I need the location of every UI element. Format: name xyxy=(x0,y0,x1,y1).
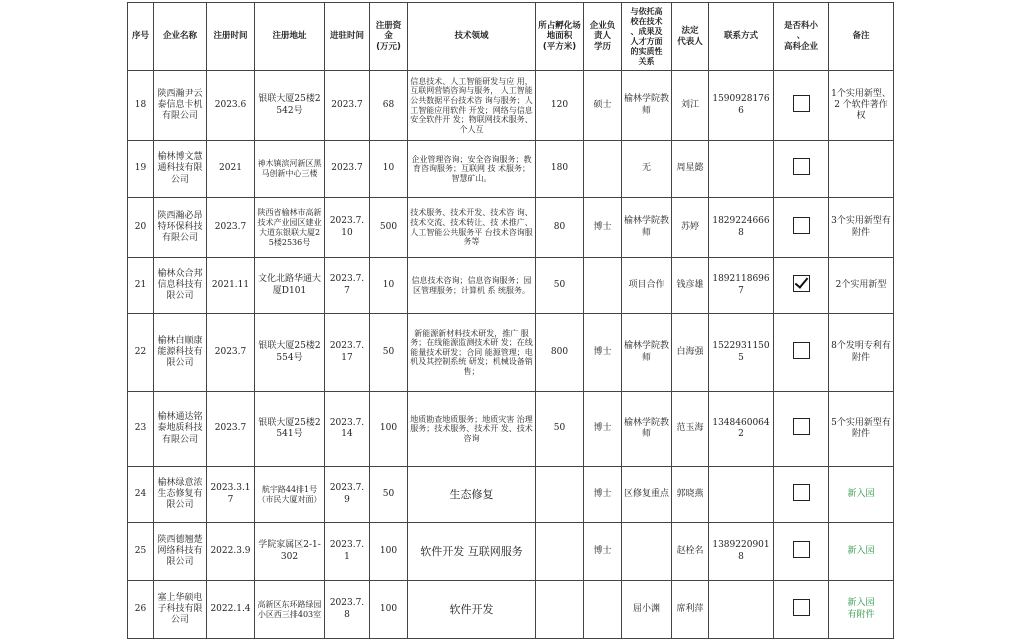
checked-checkbox-icon[interactable] xyxy=(793,275,810,292)
university-relation: 榆林学院教师 xyxy=(622,392,672,467)
row-number: 23 xyxy=(128,392,154,467)
remark: 2个实用新型 xyxy=(829,258,894,314)
company-name: 榆林博文慧通科技有限公司 xyxy=(154,141,207,198)
registration-address: 文化北路华通大厦D101 xyxy=(255,258,325,314)
checkbox-icon[interactable] xyxy=(793,95,810,112)
col-header-legal: 法定 代表人 xyxy=(672,3,709,71)
row-number: 18 xyxy=(128,71,154,141)
university-relation: 区修复重点 xyxy=(622,467,672,523)
incubator-area: 50 xyxy=(536,258,584,314)
contact-phone: 18292246668 xyxy=(709,198,774,258)
company-name: 榆林通达铭泰地质科技有限公司 xyxy=(154,392,207,467)
university-relation: 榆林学院教师 xyxy=(622,71,672,141)
checkbox-icon[interactable] xyxy=(793,342,810,359)
table-row xyxy=(128,467,894,523)
entry-time: 2023.7.17 xyxy=(325,314,370,392)
row-number: 20 xyxy=(128,198,154,258)
checkbox-icon[interactable] xyxy=(793,599,810,616)
legal-representative: 赵栓名 xyxy=(672,523,709,581)
tech-field: 软件开发 互联网服务 xyxy=(408,523,536,581)
entry-time: 2023.7.7 xyxy=(325,258,370,314)
remark: 新入园 xyxy=(829,523,894,581)
remark: 8个发明专利有附件 xyxy=(829,314,894,392)
table-row xyxy=(128,258,894,314)
col-header-area: 所占孵化场 地面积 (平方米) xyxy=(536,3,584,71)
registered-capital: 100 xyxy=(370,523,408,581)
entry-time: 2023.7.9 xyxy=(325,467,370,523)
small-tech-checkbox xyxy=(774,314,829,392)
col-header-reg-time: 注册时间 xyxy=(207,3,255,71)
contact-phone xyxy=(709,141,774,198)
tech-field: 信息技术咨询；信息咨询服务；园区管理服务；计算机 系 统服务。 xyxy=(408,258,536,314)
leader-education xyxy=(584,258,622,314)
leader-education xyxy=(584,141,622,198)
col-header-small-tech: 是否科小 、 高科企业 xyxy=(774,3,829,71)
entry-time: 2023.7 xyxy=(325,71,370,141)
company-name: 陕西瀚尹云泰信息卡机有限公司 xyxy=(154,71,207,141)
small-tech-checkbox xyxy=(774,523,829,581)
col-header-name: 企业名称 xyxy=(154,3,207,71)
legal-representative: 钱彦雄 xyxy=(672,258,709,314)
remark: 3个实用新型有附件 xyxy=(829,198,894,258)
incubator-area xyxy=(536,467,584,523)
table-row xyxy=(128,141,894,198)
contact-phone: 15229311505 xyxy=(709,314,774,392)
row-number: 24 xyxy=(128,467,154,523)
small-tech-checkbox xyxy=(774,581,829,639)
small-tech-checkbox xyxy=(774,258,829,314)
row-number: 19 xyxy=(128,141,154,198)
checkbox-icon[interactable] xyxy=(793,541,810,558)
company-name: 榆林绿意浓生态修复有限公司 xyxy=(154,467,207,523)
col-header-capital: 注册资金 (万元) xyxy=(370,3,408,71)
registration-time: 2022.1.4 xyxy=(207,581,255,639)
university-relation: 无 xyxy=(622,141,672,198)
small-tech-checkbox xyxy=(774,141,829,198)
leader-education: 博士 xyxy=(584,392,622,467)
checkbox-icon[interactable] xyxy=(793,158,810,175)
enterprise-table xyxy=(127,2,894,639)
registered-capital: 100 xyxy=(370,392,408,467)
registered-capital: 50 xyxy=(370,467,408,523)
registration-address: 陕西省榆林市高新技术产业园区建业大道东银联大厦25楼2536号 xyxy=(255,198,325,258)
registration-address: 银联大厦25楼2554号 xyxy=(255,314,325,392)
company-name: 塞上华硕电子科技有限公司 xyxy=(154,581,207,639)
tech-field: 生态修复 xyxy=(408,467,536,523)
registration-address: 银联大厦25楼2541号 xyxy=(255,392,325,467)
table-row xyxy=(128,314,894,392)
registration-time: 2021 xyxy=(207,141,255,198)
registration-time: 2022.3.9 xyxy=(207,523,255,581)
col-header-no: 序号 xyxy=(128,3,154,71)
col-header-relation: 与依托高 校在技术 、成果及 人才方面 的实质性 关系 xyxy=(622,3,672,71)
company-name: 陕西瀚必昂特环保科技有限公司 xyxy=(154,198,207,258)
incubator-area: 120 xyxy=(536,71,584,141)
registration-address: 神木镇滨河新区黑马创新中心三楼 xyxy=(255,141,325,198)
row-number: 26 xyxy=(128,581,154,639)
col-header-entry-time: 进驻时间 xyxy=(325,3,370,71)
legal-representative: 周星懿 xyxy=(672,141,709,198)
registered-capital: 50 xyxy=(370,314,408,392)
small-tech-checkbox xyxy=(774,467,829,523)
registration-address: 高新区东环路绿园小区西三排403室 xyxy=(255,581,325,639)
remark: 新入园 有附件 xyxy=(829,581,894,639)
entry-time: 2023.7.8 xyxy=(325,581,370,639)
remark xyxy=(829,141,894,198)
row-number: 25 xyxy=(128,523,154,581)
remark: 5个实用新型有附件 xyxy=(829,392,894,467)
row-number: 22 xyxy=(128,314,154,392)
legal-representative: 席利萍 xyxy=(672,581,709,639)
contact-phone: 15909281766 xyxy=(709,71,774,141)
contact-phone xyxy=(709,581,774,639)
university-relation: 屈小渊 xyxy=(622,581,672,639)
leader-education: 博士 xyxy=(584,198,622,258)
entry-time: 2023.7 xyxy=(325,141,370,198)
registration-time: 2023.7 xyxy=(207,198,255,258)
checkbox-icon[interactable] xyxy=(793,418,810,435)
registration-time: 2023.7 xyxy=(207,392,255,467)
university-relation: 榆林学院教师 xyxy=(622,314,672,392)
company-name: 榆林白顺康能源科技有限公司 xyxy=(154,314,207,392)
col-header-edu: 企业负 责人 学历 xyxy=(584,3,622,71)
incubator-area: 800 xyxy=(536,314,584,392)
registered-capital: 500 xyxy=(370,198,408,258)
leader-education: 博士 xyxy=(584,467,622,523)
table-row xyxy=(128,392,894,467)
registered-capital: 10 xyxy=(370,141,408,198)
row-number: 21 xyxy=(128,258,154,314)
incubator-area xyxy=(536,523,584,581)
contact-phone: 18921186967 xyxy=(709,258,774,314)
legal-representative: 范玉海 xyxy=(672,392,709,467)
university-relation: 榆林学院教师 xyxy=(622,198,672,258)
entry-time: 2023.7.1 xyxy=(325,523,370,581)
checkbox-icon[interactable] xyxy=(793,217,810,234)
contact-phone xyxy=(709,467,774,523)
table-row xyxy=(128,581,894,639)
table-row xyxy=(128,71,894,141)
header-row xyxy=(128,3,894,71)
col-header-reg-addr: 注册地址 xyxy=(255,3,325,71)
university-relation: 项目合作 xyxy=(622,258,672,314)
tech-field: 技术服务、技术开发、技术咨 询、技术交流、技术转让、技 术推广、人工智能公共服务平 台技术咨询服务等 xyxy=(408,198,536,258)
leader-education: 博士 xyxy=(584,523,622,581)
tech-field: 地质勘查地质服务；地质灾害 治理服务；技术服务、技术开 发、技术咨询 xyxy=(408,392,536,467)
registration-address: 航宇路44排1号（市民大厦对面） xyxy=(255,467,325,523)
contact-phone: 13484600642 xyxy=(709,392,774,467)
checkbox-icon[interactable] xyxy=(793,484,810,501)
tech-field: 信息技术、人工智能研发与应 用，互联网营销咨询与服务， 人工智能公共数据平台技术咨 询与服务；人工智能应用软件 开发；网络与信息安全软件开 发；物联网技术服务、个人互 xyxy=(408,71,536,141)
company-name: 陕西德翘楚网络科技有限公司 xyxy=(154,523,207,581)
legal-representative: 刘江 xyxy=(672,71,709,141)
university-relation xyxy=(622,523,672,581)
registration-time: 2023.6 xyxy=(207,71,255,141)
registered-capital: 10 xyxy=(370,258,408,314)
registered-capital: 68 xyxy=(370,71,408,141)
contact-phone: 13892209018 xyxy=(709,523,774,581)
registration-address: 学院家属区2-1-302 xyxy=(255,523,325,581)
small-tech-checkbox xyxy=(774,71,829,141)
entry-time: 2023.7.10 xyxy=(325,198,370,258)
incubator-area: 50 xyxy=(536,392,584,467)
tech-field: 新能源新材料技术研发，推广 服务；在线能源监测技术研 发；在线能量技术研发；合同 能源管理；电机及其控制系统 研发；机械设备销售； xyxy=(408,314,536,392)
registration-time: 2023.3.17 xyxy=(207,467,255,523)
table-row xyxy=(128,198,894,258)
registration-time: 2021.11 xyxy=(207,258,255,314)
remark: 新入园 xyxy=(829,467,894,523)
entry-time: 2023.7.14 xyxy=(325,392,370,467)
incubator-area: 80 xyxy=(536,198,584,258)
legal-representative: 白海强 xyxy=(672,314,709,392)
col-header-contact: 联系方式 xyxy=(709,3,774,71)
leader-education xyxy=(584,581,622,639)
incubator-area: 180 xyxy=(536,141,584,198)
col-header-remark: 备注 xyxy=(829,3,894,71)
registered-capital: 100 xyxy=(370,581,408,639)
small-tech-checkbox xyxy=(774,198,829,258)
legal-representative: 郭晓燕 xyxy=(672,467,709,523)
registration-address: 银联大厦25楼2542号 xyxy=(255,71,325,141)
legal-representative: 苏婷 xyxy=(672,198,709,258)
leader-education: 硕士 xyxy=(584,71,622,141)
tech-field: 企业管理咨询；安全咨询服务；教育咨询服务；互联网 技 术服务；智慧矿山。 xyxy=(408,141,536,198)
company-name: 榆林众合邦信息科技有限公司 xyxy=(154,258,207,314)
table-row xyxy=(128,523,894,581)
small-tech-checkbox xyxy=(774,392,829,467)
col-header-tech: 技术领域 xyxy=(408,3,536,71)
incubator-area xyxy=(536,581,584,639)
tech-field: 软件开发 xyxy=(408,581,536,639)
leader-education: 博士 xyxy=(584,314,622,392)
registration-time: 2023.7 xyxy=(207,314,255,392)
remark: 1个实用新型、2 个软件著作权 xyxy=(829,71,894,141)
